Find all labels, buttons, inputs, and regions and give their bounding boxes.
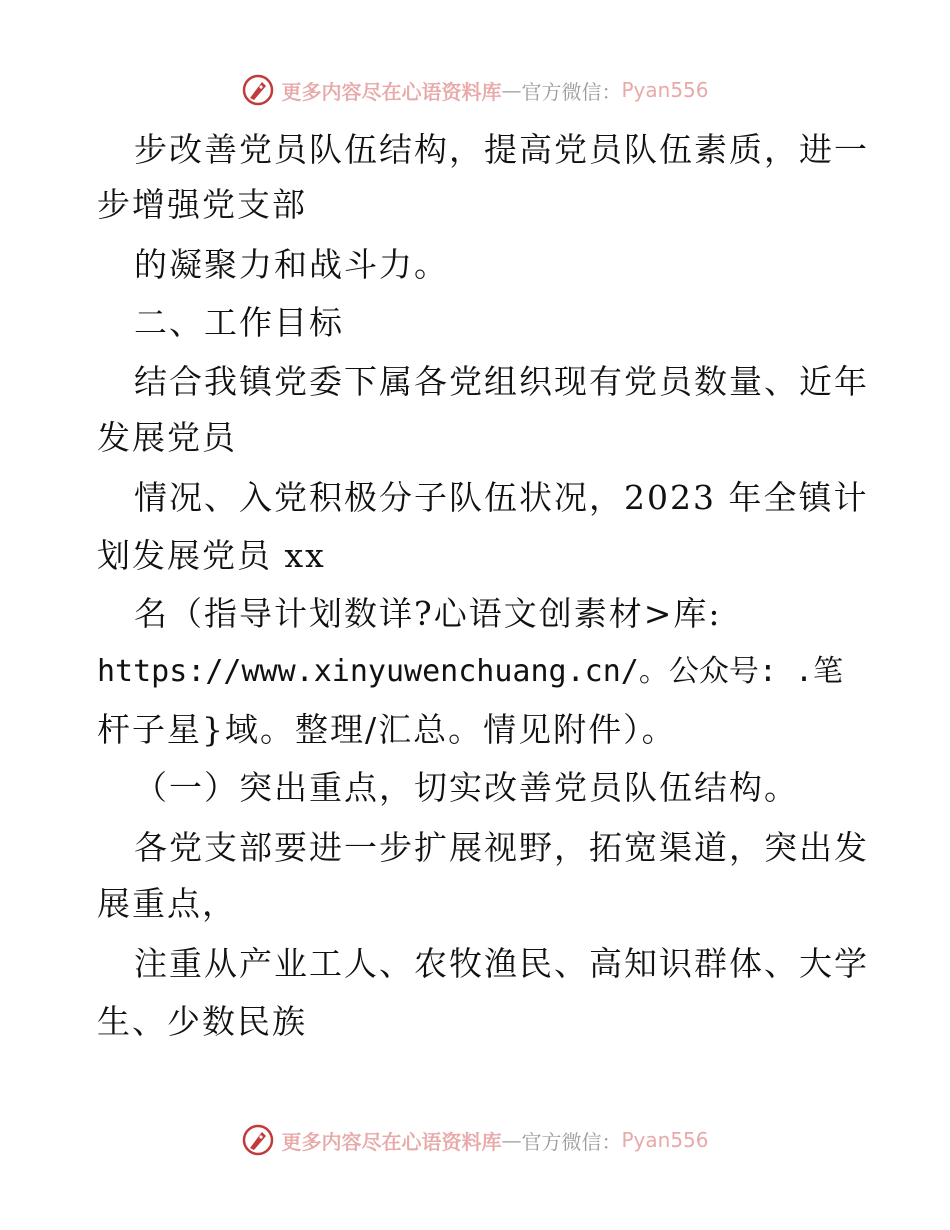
watermark-sub-text: 官方微信：	[521, 79, 622, 104]
body-line: 的凝聚力和战斗力。	[134, 245, 449, 284]
body-line: 展重点，	[97, 884, 237, 923]
body-line: 划发展党员 xx	[97, 536, 326, 575]
body-line: 注重从产业工人、农牧渔民、高知识群体、大学	[134, 944, 869, 983]
watermark-wechat-id: Pyan556	[621, 78, 709, 102]
watermark-sub-text: 官方微信：	[521, 1129, 622, 1154]
section-heading: 二、工作目标	[134, 303, 344, 342]
subsection-heading: （一）突出重点，切实改善党员队伍结构。	[134, 768, 799, 807]
body-line: 生、少数民族	[97, 1002, 307, 1041]
header-watermark	[0, 70, 950, 110]
footer-watermark	[0, 1120, 950, 1160]
body-line: 发展党员	[97, 418, 237, 457]
body-line: 名（指导计划数详?心语文创素材>库:	[134, 594, 722, 633]
watermark-wechat-id: Pyan556	[621, 1128, 709, 1152]
body-line: 结合我镇党委下属各党组织现有党员数量、近年	[134, 362, 869, 401]
watermark-dash: —	[501, 1128, 522, 1152]
body-line: 各党支部要进一步扩展视野，拓宽渠道，突出发	[134, 828, 869, 867]
watermark-dash: —	[501, 78, 522, 102]
watermark-main-text: 更多内容尽在心语资料库	[281, 79, 502, 104]
pen-nib-circle-icon	[241, 1123, 275, 1157]
watermark-main-text: 更多内容尽在心语资料库	[281, 1129, 502, 1154]
body-line: 步增强党支部	[97, 185, 307, 224]
body-line-url: https://www.xinyuwenchuang.cn/。公众号: .笔	[97, 654, 844, 689]
body-line: 步改善党员队伍结构，提高党员队伍素质，进一	[134, 130, 869, 169]
body-line: 情况、入党积极分子队伍状况，2023 年全镇计	[134, 478, 869, 517]
body-line: 杆子星}域。整理/汇总。情见附件）。	[97, 710, 677, 749]
pen-nib-circle-icon	[241, 73, 275, 107]
